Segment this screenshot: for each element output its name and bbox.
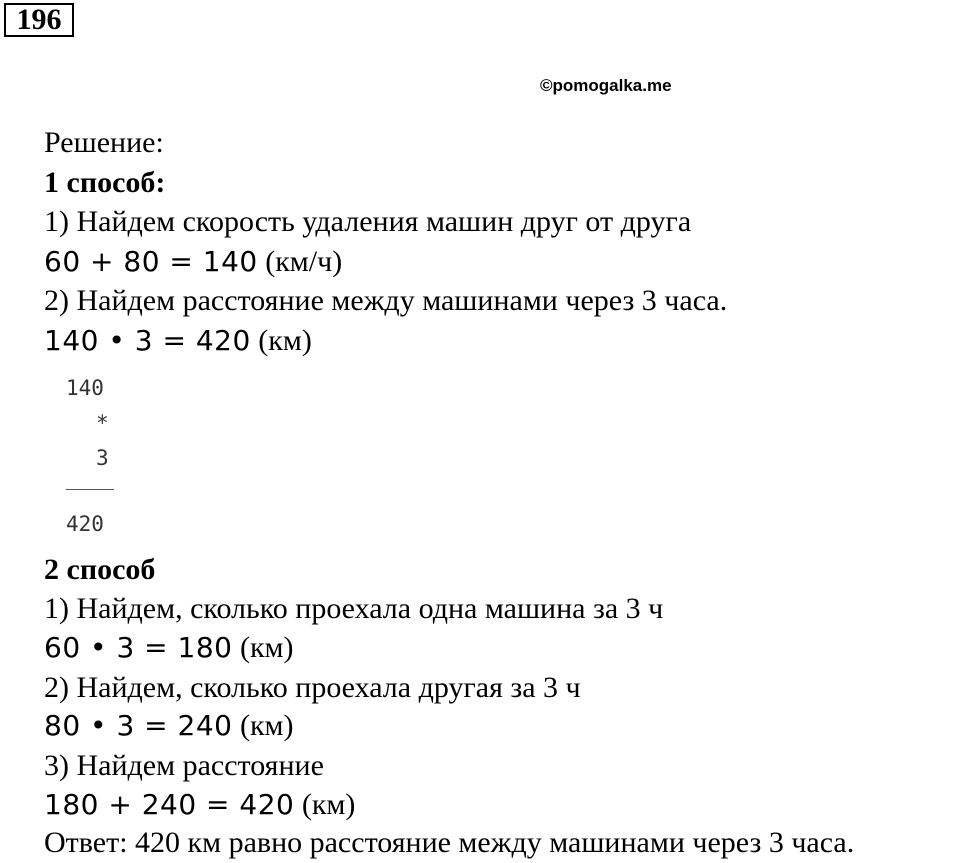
- method2-title: 2 способ: [44, 553, 156, 586]
- column-calc-result: 420: [66, 512, 104, 536]
- method2-step2-equation: [44, 708, 294, 744]
- equation-expression: 60 • 3 = 180: [44, 631, 233, 664]
- equation-unit: (км/ч): [257, 245, 343, 278]
- problem-number-badge: 196: [4, 3, 74, 37]
- column-calc-operator: *: [96, 411, 109, 435]
- method2-step2-text: 2) Найдем, сколько проехала другая за 3 ч: [44, 671, 581, 704]
- column-calc-top: 140: [66, 376, 104, 400]
- equation-expression: 140 • 3 = 420: [44, 324, 251, 357]
- equation-expression: 80 • 3 = 240: [44, 709, 233, 742]
- equation-unit: (км): [250, 324, 312, 357]
- method2-step1-equation: [44, 630, 294, 666]
- method2-step3-text: 3) Найдем расстояние: [44, 749, 324, 782]
- equation-unit: (км): [294, 788, 356, 821]
- method1-step1-text: 1) Найдем скорость удаления машин друг от друга: [44, 205, 692, 238]
- equation-expression: 60 + 80 = 140: [44, 245, 258, 278]
- method1-step2-equation: [44, 323, 312, 359]
- solution-label: Решение:: [44, 126, 164, 159]
- equation-unit: (км): [232, 631, 294, 664]
- method2-step1-text: 1) Найдем, сколько проехала одна машина за 3 ч: [44, 592, 664, 625]
- watermark: ©pomogalka.me: [540, 76, 672, 95]
- answer-line: Ответ: 420 км равно расстояние между машинами через 3 часа.: [44, 826, 855, 859]
- equation-expression: 180 + 240 = 420: [44, 788, 295, 821]
- column-calc-rule: [66, 489, 114, 490]
- column-calc-bottom: 3: [96, 446, 109, 470]
- equation-unit: (км): [232, 709, 294, 742]
- method1-step2-text: 2) Найдем расстояние между машинами через 3 часа.: [44, 284, 728, 317]
- method1-step1-equation: [44, 244, 342, 280]
- method1-title: 1 способ:: [44, 166, 166, 199]
- method2-step3-equation: [44, 787, 355, 823]
